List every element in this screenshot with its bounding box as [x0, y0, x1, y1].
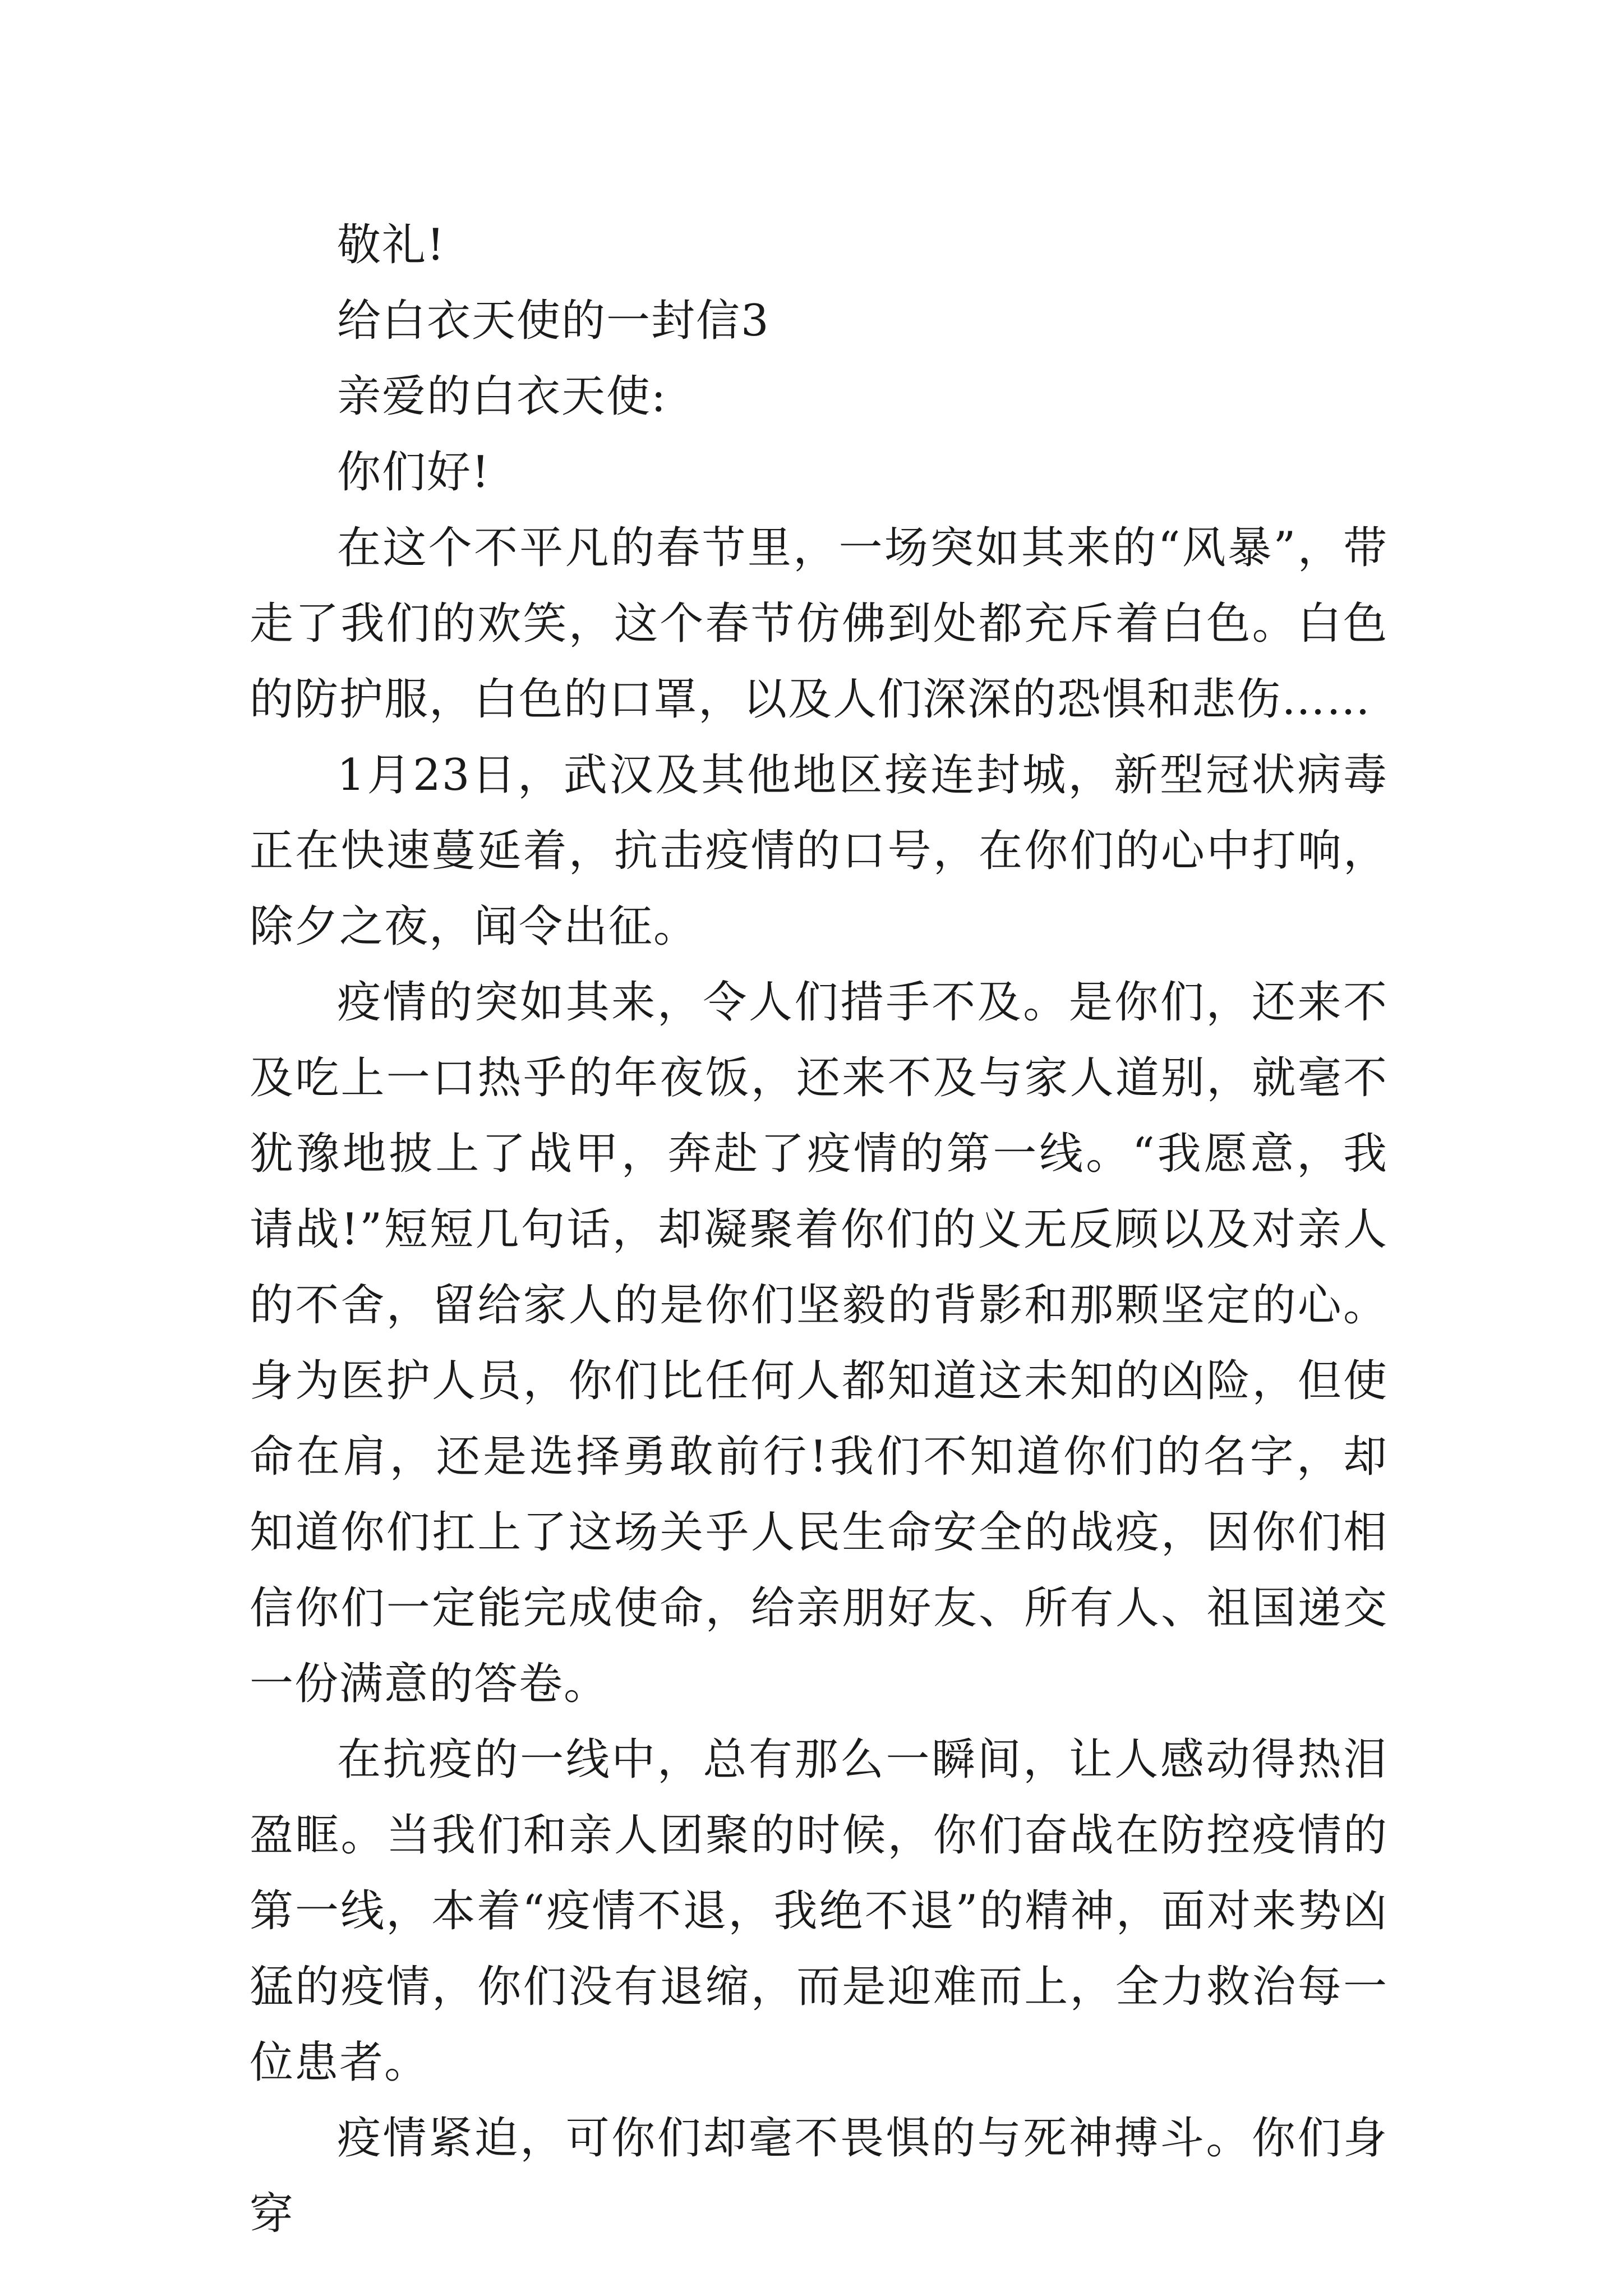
letter-title: 给白衣天使的一封信3 [337, 296, 770, 346]
body-paragraph: 在这个不平凡的春节里，一场突如其来的“风暴”，带走了我们的欢笑，这个春节仿佛到处都充斥着白色。白色的防护服，白色的口罩，以及人们深深的恐惧和悲伤…… [250, 523, 1388, 725]
letter-body [250, 208, 1388, 2252]
letter-hello: 你们好! [337, 447, 491, 498]
body-paragraph: 疫情紧迫，可你们却毫不畏惧的与死神搏斗。你们身穿 [250, 2113, 1388, 2239]
letter-greeting: 亲爱的白衣天使: [337, 371, 667, 422]
closing-salutation: 敬礼! [337, 220, 446, 270]
body-paragraph: 疫情的突如其来，令人们措手不及。是你们，还来不及吃上一口热乎的年夜饭，还来不及与家人道别，就毫不犹豫地披上了战甲，奔赴了疫情的第一线。“我愿意，我请战!”短短几句话，却凝聚着你们的义无反顾以及对亲人的不舍，留给家人的是你们坚毅的背影和那颗坚定的心。身为医护人员，你们比任何人都知道这未知的凶险，但使命在肩，还是选择勇敢前行!我们不知道你们的名字，却知道你们扛上了这场关乎人民生命安全的战疫，因你们相信你们一定能完成使命，给亲朋好友、所有人、祖国递交一份满意的答卷。 [250, 977, 1388, 1709]
body-paragraph: 在抗疫的一线中，总有那么一瞬间，让人感动得热泪盈眶。当我们和亲人团聚的时候，你们奋战在防控疫情的第一线，本着“疫情不退，我绝不退”的精神，面对来势凶猛的疫情，你们没有退缩，而是迎难而上，全力救治每一位患者。 [250, 1734, 1388, 2088]
body-paragraph: 1月23日，武汉及其他地区接连封城，新型冠状病毒正在快速蔓延着，抗击疫情的口号，在你们的心中打响，除夕之夜，闻令出征。 [250, 750, 1388, 952]
